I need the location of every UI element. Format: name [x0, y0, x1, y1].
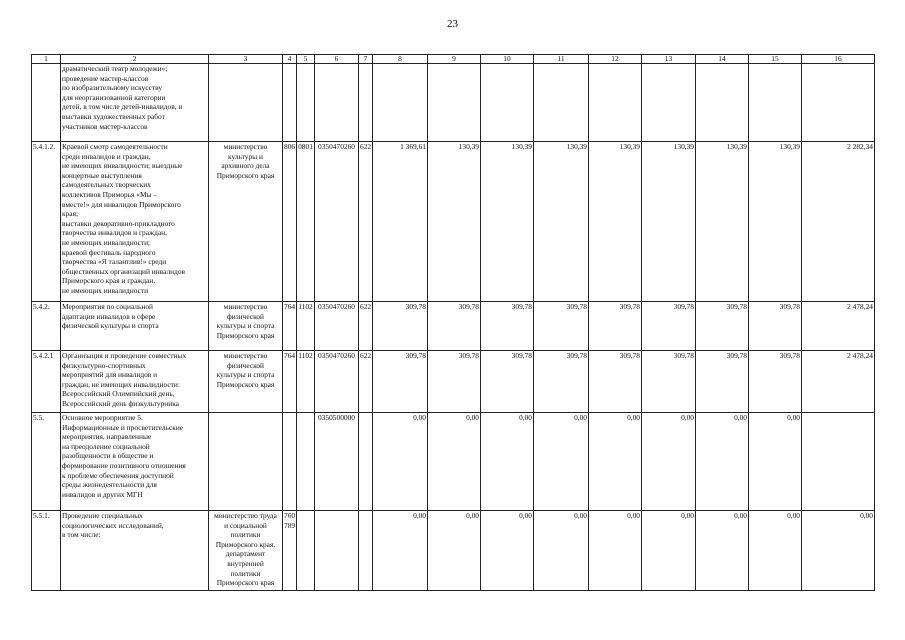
amount-col-11: 130,39: [534, 142, 589, 302]
table-row: [32, 351, 875, 413]
amount-total: 2 282,34: [802, 142, 875, 302]
section-code: [297, 413, 315, 511]
item-description: Организация и проведение совместных физкультурно-спортивных мероприятий для инвалидов и граждан, не имеющих инвалидности: Всероссийский Олимпийский день, Всероссийский день физкультурника: [61, 351, 209, 413]
amount-col-12: 130,39: [589, 142, 642, 302]
column-number: 2: [61, 55, 209, 64]
amount-col-15: 130,39: [749, 142, 802, 302]
column-number: 10: [481, 55, 534, 64]
grbs-code: [283, 413, 297, 511]
amount-col-13: 0,00: [642, 413, 696, 511]
item-executor: министерство культуры и архивного дела Приморского края: [209, 142, 283, 302]
amount-col-8: 0,00: [373, 413, 428, 511]
column-number: 4: [283, 55, 297, 64]
amount-col-14: [696, 64, 749, 142]
item-number: 5.5.: [32, 413, 61, 511]
amount-col-15: 309,78: [749, 302, 802, 351]
amount-col-11: 0,00: [534, 511, 589, 591]
item-description: Основное мероприятие 5. Информационные и просветительские мероприятия, направленные на преодоление социальной разобщенности в обществе и формирование позитивного отношения к проблеме обеспечения доступной среды жизнедеятельности для инвалидов и других МГН: [61, 413, 209, 511]
amount-col-11: 309,78: [534, 302, 589, 351]
column-number: 11: [534, 55, 589, 64]
amount-col-11: 309,78: [534, 351, 589, 413]
expense-type-code: [359, 64, 373, 142]
target-article-code: [315, 511, 359, 591]
item-executor: [209, 413, 283, 511]
item-number: 5.4.2.: [32, 302, 61, 351]
amount-col-9: 309,78: [428, 302, 481, 351]
item-description: Мероприятия по социальной адаптации инвалидов в сфере физической культуры и спорта: [61, 302, 209, 351]
column-number: 5: [297, 55, 315, 64]
amount-total: [802, 413, 875, 511]
target-article-code: 0350500000: [315, 413, 359, 511]
section-code: [297, 64, 315, 142]
expense-type-code: 622: [359, 351, 373, 413]
column-number: 9: [428, 55, 481, 64]
column-number: 16: [802, 55, 875, 64]
expense-type-code: 622: [359, 142, 373, 302]
amount-total: 2 478,24: [802, 351, 875, 413]
column-number-row: [32, 55, 875, 64]
table-row: [32, 413, 875, 511]
amount-col-12: 0,00: [589, 511, 642, 591]
item-executor: [209, 64, 283, 142]
amount-col-15: 0,00: [749, 511, 802, 591]
column-number: 6: [315, 55, 359, 64]
amount-col-13: 0,00: [642, 511, 696, 591]
amount-col-8: 0,00: [373, 511, 428, 591]
amount-total: 0,00: [802, 511, 875, 591]
table-row: [32, 64, 875, 142]
item-description: Проведение специальных социологических исследований, в том числе:: [61, 511, 209, 591]
column-number: 12: [589, 55, 642, 64]
amount-col-10: 309,78: [481, 302, 534, 351]
item-number: 5.4.1.2.: [32, 142, 61, 302]
section-code: 1102: [297, 351, 315, 413]
amount-col-15: [749, 64, 802, 142]
amount-col-8: 309,78: [373, 351, 428, 413]
amount-col-14: 309,78: [696, 351, 749, 413]
amount-col-15: 0,00: [749, 413, 802, 511]
table-row: [32, 142, 875, 302]
amount-col-9: 309,78: [428, 351, 481, 413]
target-article-code: 0350470260: [315, 302, 359, 351]
target-article-code: 0350470260: [315, 351, 359, 413]
amount-col-13: [642, 64, 696, 142]
amount-col-14: 130,39: [696, 142, 749, 302]
page-number: 23: [447, 18, 458, 30]
column-number: 3: [209, 55, 283, 64]
item-number: 5.4.2.1: [32, 351, 61, 413]
amount-total: [802, 64, 875, 142]
amount-col-10: 130,39: [481, 142, 534, 302]
grbs-code: [283, 64, 297, 142]
item-executor: министерство труда и социальной политики Приморского края, департамент внутренней политики Приморского края: [209, 511, 283, 591]
amount-col-12: [589, 64, 642, 142]
column-number: 14: [696, 55, 749, 64]
amount-col-9: 0,00: [428, 413, 481, 511]
amount-total: 2 478,24: [802, 302, 875, 351]
section-code: 1102: [297, 302, 315, 351]
program-table: [31, 54, 875, 591]
column-number: 1: [32, 55, 61, 64]
expense-type-code: [359, 511, 373, 591]
grbs-code: 764: [283, 351, 297, 413]
item-description: драматический театр молодежи»; проведение мастер-классов по изобразительному искусству для неорганизованной категории детей, в том числе детей-инвалидов, и выставки художественных работ участников мастер-классов: [61, 64, 209, 142]
amount-col-10: 0,00: [481, 511, 534, 591]
amount-col-8: 309,78: [373, 302, 428, 351]
amount-col-10: [481, 64, 534, 142]
amount-col-14: 0,00: [696, 511, 749, 591]
amount-col-8: 1 369,61: [373, 142, 428, 302]
column-number: 15: [749, 55, 802, 64]
item-description: Краевой смотр самодеятельности среди инвалидов и граждан, не имеющих инвалидности; выездные концертные выступления самодеятельных творческих коллективов Приморья «Мы – вместе!» для инвалидов Приморского края; выставки декоративно-прикладного творчества инвалидов и граждан, не имеющих инвалидности; краевой фестиваль народного творчества «Я талантлив!» среди общественных организаций инвалидов Приморского края и граждан, не имеющих инвалидности: [61, 142, 209, 302]
amount-col-13: 130,39: [642, 142, 696, 302]
section-code: 0801: [297, 142, 315, 302]
amount-col-8: [373, 64, 428, 142]
grbs-code: 806: [283, 142, 297, 302]
amount-col-14: 309,78: [696, 302, 749, 351]
target-article-code: 0350470260: [315, 142, 359, 302]
table-row: [32, 302, 875, 351]
column-number: 8: [373, 55, 428, 64]
amount-col-9: 0,00: [428, 511, 481, 591]
amount-col-12: 309,78: [589, 351, 642, 413]
expense-type-code: 622: [359, 302, 373, 351]
amount-col-10: 309,78: [481, 351, 534, 413]
amount-col-15: 309,78: [749, 351, 802, 413]
item-executor: министерство физической культуры и спорта Приморского края: [209, 302, 283, 351]
column-number: 7: [359, 55, 373, 64]
amount-col-14: 0,00: [696, 413, 749, 511]
amount-col-12: 0,00: [589, 413, 642, 511]
amount-col-11: 0,00: [534, 413, 589, 511]
amount-col-13: 309,78: [642, 302, 696, 351]
target-article-code: [315, 64, 359, 142]
grbs-code: 764: [283, 302, 297, 351]
expense-type-code: [359, 413, 373, 511]
amount-col-9: 130,39: [428, 142, 481, 302]
column-number: 13: [642, 55, 696, 64]
section-code: [297, 511, 315, 591]
table-row: [32, 511, 875, 591]
amount-col-11: [534, 64, 589, 142]
item-number: 5.5.1.: [32, 511, 61, 591]
amount-col-9: [428, 64, 481, 142]
amount-col-13: 309,78: [642, 351, 696, 413]
amount-col-12: 309,78: [589, 302, 642, 351]
amount-col-10: 0,00: [481, 413, 534, 511]
item-executor: министерство физической культуры и спорта Приморского края: [209, 351, 283, 413]
grbs-code: 760 789: [283, 511, 297, 591]
item-number: [32, 64, 61, 142]
